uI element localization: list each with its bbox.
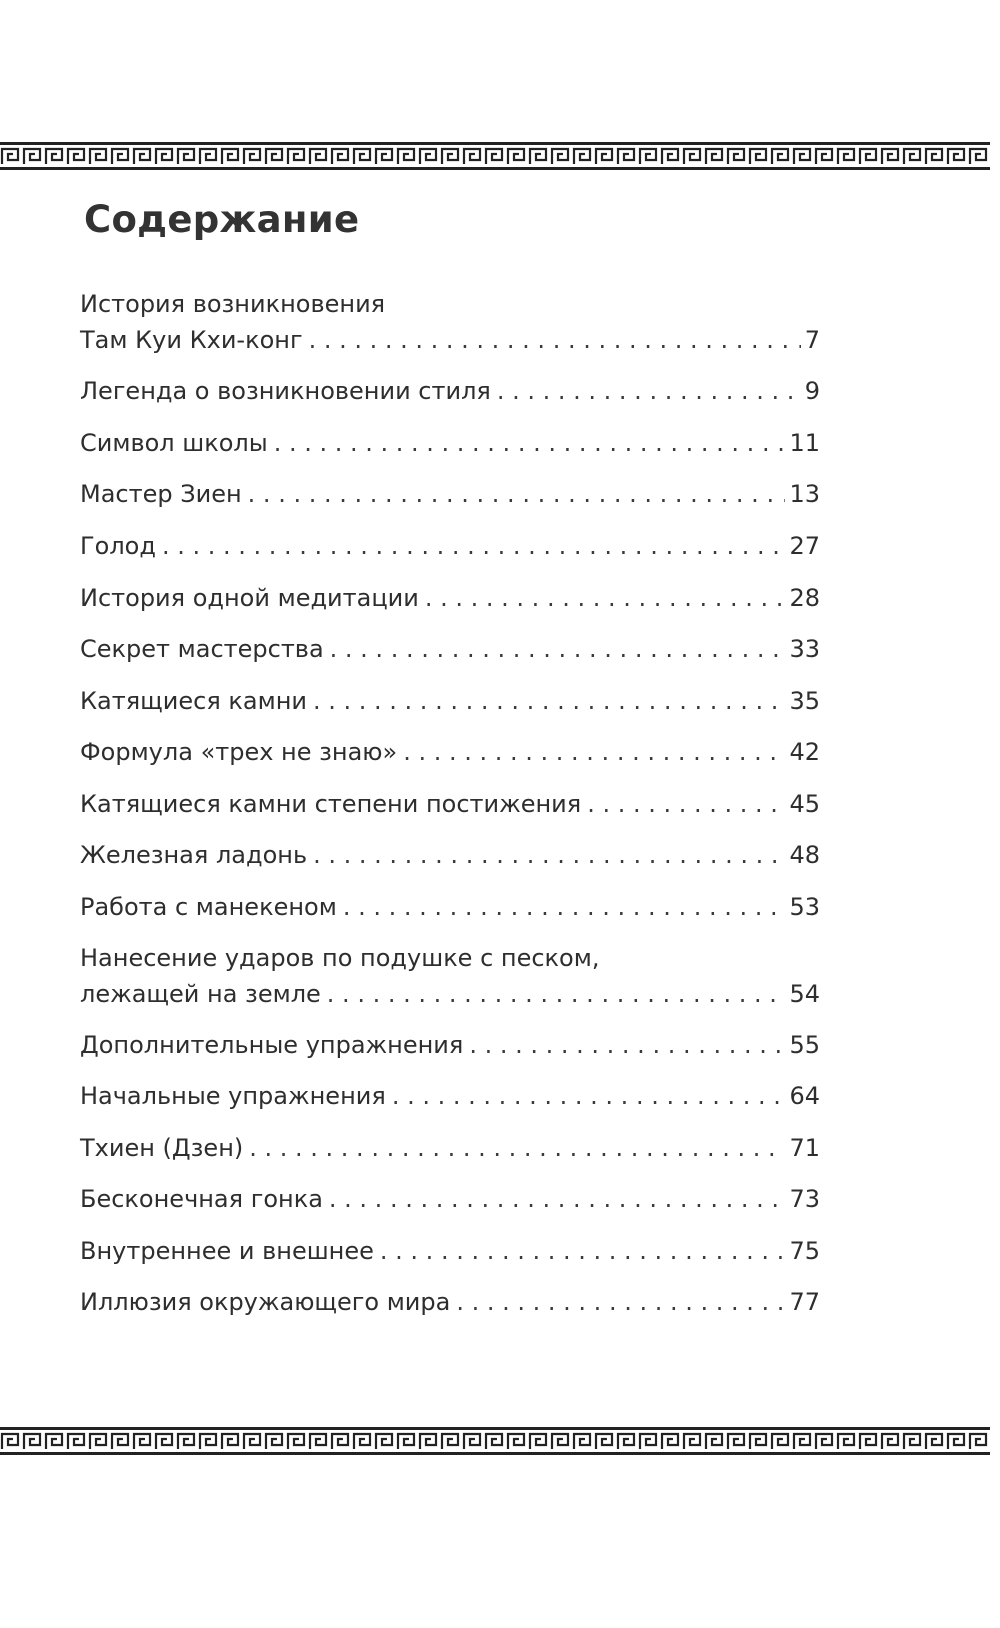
toc-entry (80, 1181, 820, 1217)
toc-row (80, 1078, 820, 1114)
toc-page-number: 54 (789, 980, 820, 1008)
toc-entry-label: Там Куи Кхи-конг (80, 326, 303, 354)
greek-key-border-top (0, 142, 990, 170)
toc-row (80, 476, 820, 512)
leader-dots (425, 580, 786, 616)
toc-row (80, 1233, 820, 1269)
toc-page-number: 27 (789, 532, 820, 560)
greek-key-pattern-bottom (0, 1427, 990, 1455)
toc-entry-label: Железная ладонь (80, 841, 308, 869)
toc-row (80, 528, 820, 564)
toc-entry (80, 425, 820, 461)
leader-dots (497, 373, 801, 409)
leader-dots (309, 322, 801, 358)
toc-page-number: 13 (789, 480, 820, 508)
toc-row (80, 889, 820, 925)
toc-entry-label: Символ школы (80, 429, 268, 457)
leader-dots (403, 734, 785, 770)
leader-dots (380, 1233, 786, 1269)
toc-page-number: 48 (789, 841, 820, 869)
toc-page-number: 71 (789, 1134, 820, 1162)
toc-entry (80, 837, 820, 873)
leader-dots (329, 1181, 786, 1217)
toc-page-number: 28 (789, 584, 820, 612)
toc-entry (80, 1233, 820, 1269)
toc-entry-label: Иллюзия окружающего мира (80, 1288, 451, 1316)
leader-dots (327, 976, 786, 1012)
leader-dots (587, 786, 785, 822)
toc-page-number: 33 (789, 635, 820, 663)
toc-entry-label-line1: История возникновения (80, 290, 386, 318)
leader-dots (343, 889, 786, 925)
toc-entry-label: Катящиеся камни (80, 687, 307, 715)
leader-dots (330, 631, 786, 667)
toc-entry-label: Начальные упражнения (80, 1082, 386, 1110)
toc-entry (80, 889, 820, 925)
toc-entry (80, 286, 820, 358)
leader-dots (469, 1027, 785, 1063)
toc-entry-label: Секрет мастерства (80, 635, 324, 663)
toc-entry-label: Внутреннее и внешнее (80, 1237, 374, 1265)
toc-entry (80, 683, 820, 719)
toc-entry (80, 1078, 820, 1114)
greek-key-pattern-top (0, 142, 990, 170)
toc-entry-label: Бесконечная гонка (80, 1185, 323, 1213)
toc-row (80, 580, 820, 616)
toc-row (80, 786, 820, 822)
toc-row (80, 1027, 820, 1063)
toc-page-number: 73 (789, 1185, 820, 1213)
toc-page-number: 35 (789, 687, 820, 715)
toc-entry (80, 631, 820, 667)
toc-entry (80, 734, 820, 770)
toc-entry-label: Работа с манекеном (80, 893, 337, 921)
toc-entry-label: История одной медитации (80, 584, 419, 612)
greek-key-border-bottom (0, 1427, 990, 1455)
leader-dots (162, 528, 786, 564)
toc-row (80, 373, 820, 409)
leader-dots (274, 425, 786, 461)
toc-entry-label: Мастер Зиен (80, 480, 242, 508)
toc-row (80, 631, 820, 667)
toc-entry-label: лежащей на земле (80, 980, 321, 1008)
toc-page-number: 75 (789, 1237, 820, 1265)
leader-dots (392, 1078, 786, 1114)
toc-row (80, 1130, 820, 1166)
toc-row (80, 837, 820, 873)
toc-row (80, 1284, 820, 1320)
toc-page-number: 11 (789, 429, 820, 457)
toc-entry-label: Тхиен (Дзен) (80, 1134, 244, 1162)
toc-entry (80, 1130, 820, 1166)
toc-entry-label: Катящиеся камни степени постижения (80, 790, 582, 818)
toc-entry-label: Дополнительные упражнения (80, 1031, 464, 1059)
toc-row (80, 425, 820, 461)
toc-entry (80, 1284, 820, 1320)
toc-entry (80, 476, 820, 512)
toc-page-number: 77 (789, 1288, 820, 1316)
toc-entry (80, 940, 820, 1012)
toc-row (80, 976, 820, 1012)
toc-entry (80, 528, 820, 564)
leader-dots (313, 683, 785, 719)
toc-page-number: 9 (804, 377, 820, 405)
toc-entry (80, 580, 820, 616)
toc-page-number: 64 (789, 1082, 820, 1110)
toc-entry-label: Голод (80, 532, 156, 560)
toc-row (80, 683, 820, 719)
leader-dots (456, 1284, 785, 1320)
toc-entry (80, 786, 820, 822)
toc-page-number: 55 (789, 1031, 820, 1059)
leader-dots (248, 476, 786, 512)
toc-page-number: 53 (789, 893, 820, 921)
toc-row (80, 322, 820, 358)
toc-entry (80, 373, 820, 409)
toc-page-number: 7 (804, 326, 820, 354)
page-title: Содержание (84, 198, 360, 241)
toc-entry-label-line1: Нанесение ударов по подушке с песком, (80, 944, 600, 972)
toc-row (80, 734, 820, 770)
leader-dots (313, 837, 785, 873)
leader-dots (249, 1130, 785, 1166)
toc-entry-label: Легенда о возникновении стиля (80, 377, 491, 405)
toc-page-number: 42 (789, 738, 820, 766)
toc-page-number: 45 (789, 790, 820, 818)
toc-entry (80, 1027, 820, 1063)
toc-entry-label: Формула «трех не знаю» (80, 738, 398, 766)
toc-row (80, 1181, 820, 1217)
